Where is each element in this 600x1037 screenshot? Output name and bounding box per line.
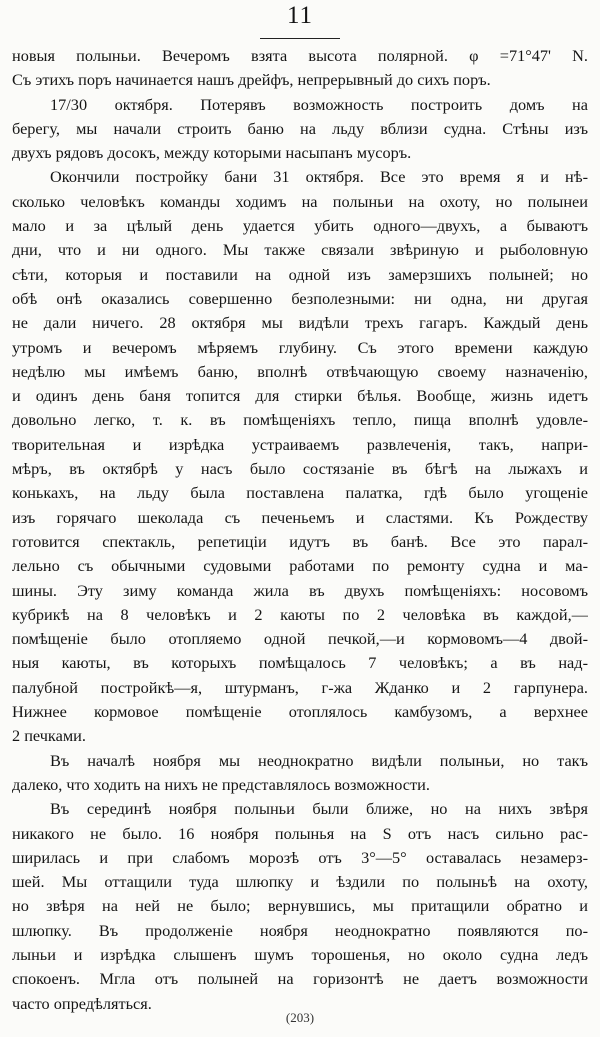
- text-line: готовится спектакль, репетиціи идутъ въ банѣ. Все это парал-: [12, 531, 588, 551]
- paragraph: [12, 749, 588, 798]
- paragraph: [12, 44, 588, 93]
- text-line: ныя каюты, въ которыхъ помѣщалось 7 человѣкъ; а въ над-: [12, 653, 588, 673]
- text-line: берегу, мы начали строить баню на льду вблизи судна. Стѣны изъ: [12, 118, 588, 138]
- page-footer-marker: (203): [285, 1010, 315, 1025]
- text-line: мѣръ, въ октябрѣ у насъ было состязаніе въ бѣгѣ на лыжахъ и: [12, 459, 588, 479]
- text-line: мало и за цѣлый день удается убить одного—двухъ, а бываютъ: [12, 216, 588, 236]
- text-line: изъ горячаго шеколада съ печеньемъ и сластями. Къ Рождеству: [12, 507, 588, 527]
- text-line: часто опредѣляться.: [12, 993, 152, 1013]
- text-line: не дали ничего. 28 октября мы видѣли трехъ гагаръ. Каждый день: [12, 313, 588, 333]
- text-line: довольно легко, т. к. въ помѣщеніяхъ тепло, пища вполнѣ удовле-: [12, 410, 588, 430]
- header-rule: [260, 38, 340, 39]
- text-line: утромъ и вечеромъ мѣряемъ глубину. Съ этого времени каждую: [12, 337, 588, 357]
- text-line: ширилась и при слабомъ морозѣ отъ 3°—5° оставалась незамерз-: [12, 847, 588, 867]
- text-line: Нижнее кормовое помѣщеніе отоплялось камбузомъ, а верхнее: [12, 702, 588, 722]
- text-line: лыньи и изрѣдка слышенъ шумъ торошенья, но около судна ледъ: [12, 944, 588, 964]
- text-line: помѣщеніе было отопляемо одной печкой,—и кормовомъ—4 двой-: [12, 629, 588, 649]
- text-line: и одинъ день баня топится для стирки бѣлья. Вообще, жизнь идетъ: [12, 386, 588, 406]
- text-line: Съ этихъ поръ начинается нашъ дрейфъ, непрерывный до сихъ поръ.: [12, 70, 491, 90]
- text-line: новыя полыньи. Вечеромъ взята высота полярной. φ =71°47' N.: [12, 46, 588, 65]
- text-line: шины. Эту зиму команда жила въ двухъ помѣщеніяхъ: носовомъ: [12, 580, 588, 600]
- text-line: лельно съ обычными судовыми работами по ремонту судна и ма-: [12, 556, 588, 576]
- text-line: сѣти, которыя и поставили на одной изъ замерзшихъ полыней; но: [12, 264, 588, 284]
- text-line: палубной постройкѣ—я, штурманъ, г-жа Жданко и 2 гарпунера.: [12, 677, 588, 697]
- paragraph: [12, 93, 588, 166]
- text-line: шлюпку. Въ продолженіе ноября неоднократно появляются по-: [12, 920, 588, 940]
- text-line: недѣлю мы имѣемъ баню, вполнѣ отвѣчающую своему назначенію,: [12, 361, 588, 381]
- text-line: дни, что и ни одного. Мы также связали звѣриную и рыболовную: [12, 240, 588, 260]
- text-line: 2 печками.: [12, 726, 86, 746]
- body-text: [12, 44, 588, 1016]
- text-line: сколько человѣкъ команды ходимъ на полыньи на охоту, но полынеи: [12, 191, 588, 211]
- text-line: 17/30 октября. Потерявъ возможность построить домъ на: [50, 94, 588, 114]
- text-line: Въ серединѣ ноября полыньи были ближе, но на нихъ звѣря: [50, 799, 588, 819]
- text-line: никакого не было. 16 ноября полынья на S отъ насъ сильно рас-: [12, 823, 588, 843]
- text-line: шей. Мы оттащили туда шлюпку и ѣздили по полыньѣ на охоту,: [12, 872, 588, 892]
- text-line: творительная и изрѣдка устраиваемъ развлеченія, такъ, напри-: [12, 434, 588, 454]
- paragraph: [12, 797, 588, 1016]
- text-line: Окончили постройку бани 31 октября. Все это время я и нѣ-: [50, 167, 588, 187]
- text-line: спокоенъ. Мгла отъ полыней на горизонтѣ не даетъ возможности: [12, 969, 588, 989]
- paragraph: [12, 165, 588, 748]
- text-line: Въ началѣ ноября мы неоднократно видѣли полыньи, но такъ: [50, 750, 588, 770]
- text-line: конькахъ, на льду была поставлена палатка, гдѣ было угощеніе: [12, 483, 588, 503]
- text-line: обѣ онѣ оказались совершенно безполезными: ни одна, ни другая: [12, 288, 588, 308]
- text-line: двухъ рядовъ досокъ, между которыми насыпанъ мусоръ.: [12, 143, 412, 163]
- text-line: но звѣря на ней не было; вернувшись, мы притащили обратно и: [12, 896, 588, 916]
- text-line: кубрикѣ на 8 человѣкъ и 2 каюты по 2 человѣка въ каждой,—: [12, 604, 588, 624]
- page-number: 11: [286, 2, 314, 29]
- text-line: далеко, что ходить на нихъ не представлялось возможности.: [12, 774, 430, 794]
